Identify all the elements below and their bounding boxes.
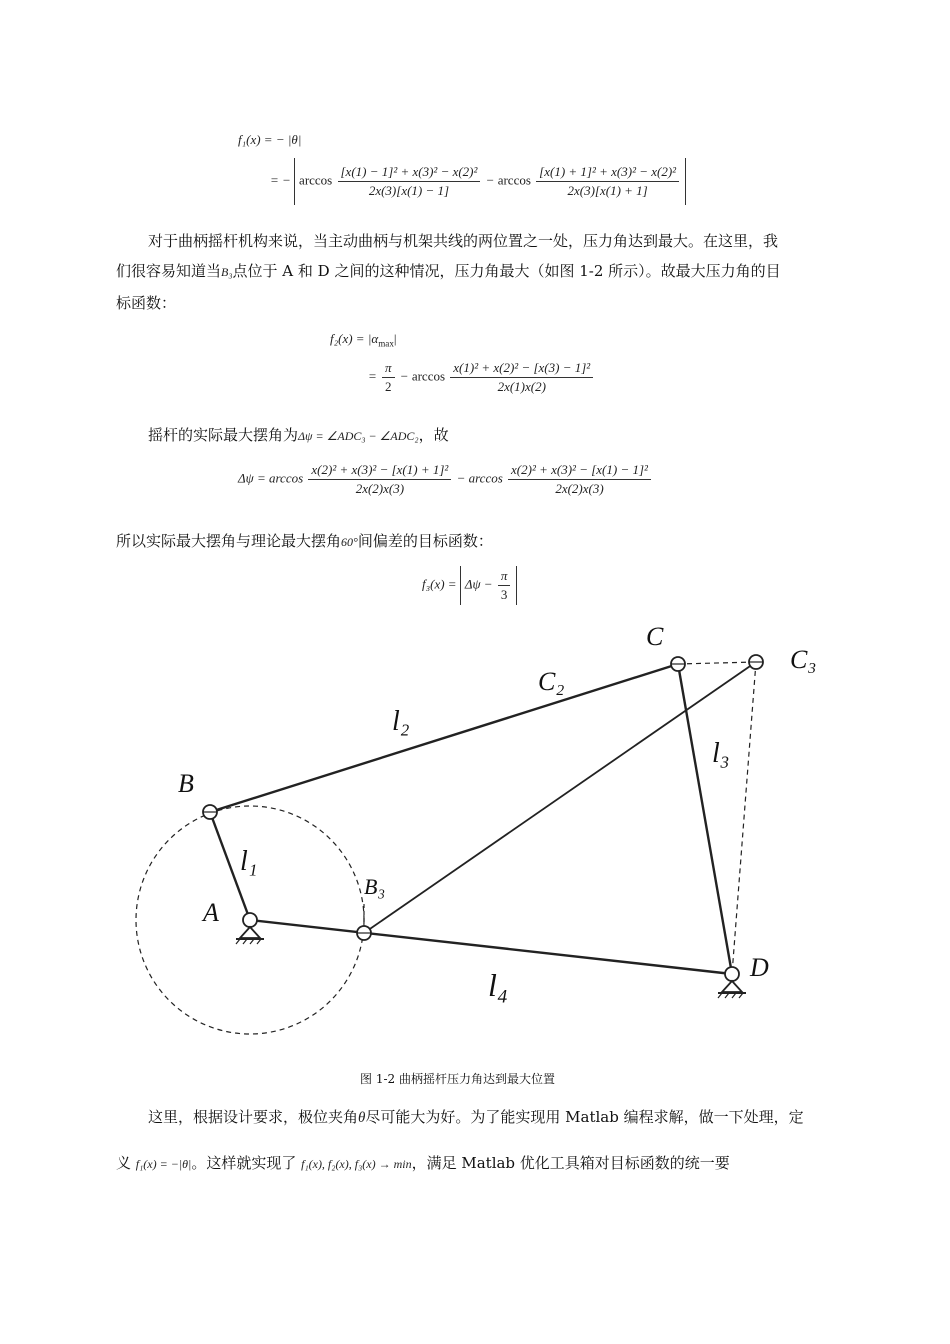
ground-pivot-A <box>236 913 264 944</box>
eq-dpsi-num2: x(2)² + x(3)² − [x(1) − 1]² <box>508 462 651 480</box>
label-C3: C₃ <box>790 645 817 674</box>
link-l2 <box>210 664 678 812</box>
para1-line2: 们很容易知道当B₃点位于 A 和 D 之间的这种情况，压力角最大（如图 1-2 所示）。故最大压力角的目 <box>116 262 781 280</box>
eq-f2-line1: $f_2(x) = |\alpha_{max}|$ <box>330 331 397 349</box>
dashed-c-c3 <box>678 662 756 664</box>
label-B3: B₃ <box>364 874 386 899</box>
ground-pivot-D <box>718 967 746 998</box>
label-C: C <box>646 622 664 651</box>
eq-dpsi-den1: 2x(2)x(3) <box>355 481 405 496</box>
eq-dpsi: Δψ = arccos $\frac{\text{x(2)² + x(3)² − [x(1) + 1]²}}{2x(2)x(3)}$ − arccos $\frac{\text{x(2)² + x(3)² − [x(1) − 1]²}}{2x(2)x(3)}$ <box>238 462 653 497</box>
dashed-c3-d <box>732 662 756 974</box>
eq-f2-den: 2x(1)x(2) <box>497 379 546 394</box>
eq-f1-den1: 2x(3)[x(1) − 1] <box>368 183 450 198</box>
para4-line1: 这里，根据设计要求，极位夹角θ尽可能大为好。为了能实现用 Matlab 编程求解，做一下处理，定 <box>148 1108 804 1126</box>
link-l4 <box>250 920 732 974</box>
para1-line3: 标函数： <box>116 294 177 312</box>
eq-f1-line1: f₁(x) = − |θ| <box>238 132 302 147</box>
eq-f1-num2: [x(1) + 1]² + x(3)² − x(2)² <box>536 164 679 182</box>
eq-dpsi-den2: 2x(2)x(3) <box>555 481 604 496</box>
label-l3: l₃ <box>712 738 730 769</box>
eq-f1-den2: 2x(3)[x(1) + 1] <box>567 183 648 198</box>
para3: 所以实际最大摆角与理论最大摆角60°间偏差的目标函数： <box>116 532 493 550</box>
eq-dpsi-num1: x(2)² + x(3)² − [x(1) + 1]² <box>308 462 451 480</box>
para1-line1: 对于曲柄摇杆机构来说，当主动曲柄与机架共线的两位置之一处，压力角达到最大。在这里，我 <box>148 232 779 250</box>
label-l2: l₂ <box>392 706 410 737</box>
label-C2: C₂ <box>538 667 565 696</box>
label-l4: l₄ <box>488 967 509 1003</box>
label-B: B <box>178 769 194 798</box>
eq-f1-num1: [x(1) − 1]² + x(3)² − x(2)² <box>338 164 481 182</box>
figure-caption: 图 1-2 曲柄摇杆压力角达到最大位置 <box>360 1072 555 1086</box>
para4-line2: 义 f₁(x) = −|θ|。这样就实现了 f₁(x), f₂(x), f₃(x) → min，满足 Matlab 优化工具箱对目标函数的统一要 <box>116 1154 730 1172</box>
link-b3-c3 <box>364 662 756 933</box>
eq-f2-line2: = $\frac{\pi}{2}$ − arccos $\frac{\text{x(1)² + x(2)² − [x(3) − 1]²}}{2x(1)x(2)}$ <box>368 360 595 395</box>
para2: 摇杆的实际最大摆角为Δψ = ∠ADC₃ − ∠ADC₂，故 <box>148 426 449 444</box>
eq-f2-num: x(1)² + x(2)² − [x(3) − 1]² <box>450 360 593 378</box>
label-D: D <box>750 953 769 982</box>
eq-f3: f₃(x) = Δψ − $\frac{\pi}{3}$ <box>422 566 517 605</box>
eq-f1-line2: = − arccos $\frac{\text{[x(1) − 1]² + x(3)² − x(2)²}}{2x(3)[x(1) - 1]}$ − arccos $\frac{\text{[x(1) + 1]² + x(3)² − x(2)²}}{2x(3)[x(1) + 1]}$ <box>270 158 686 205</box>
label-l1: l₁ <box>240 846 258 877</box>
label-A: A <box>203 898 219 927</box>
